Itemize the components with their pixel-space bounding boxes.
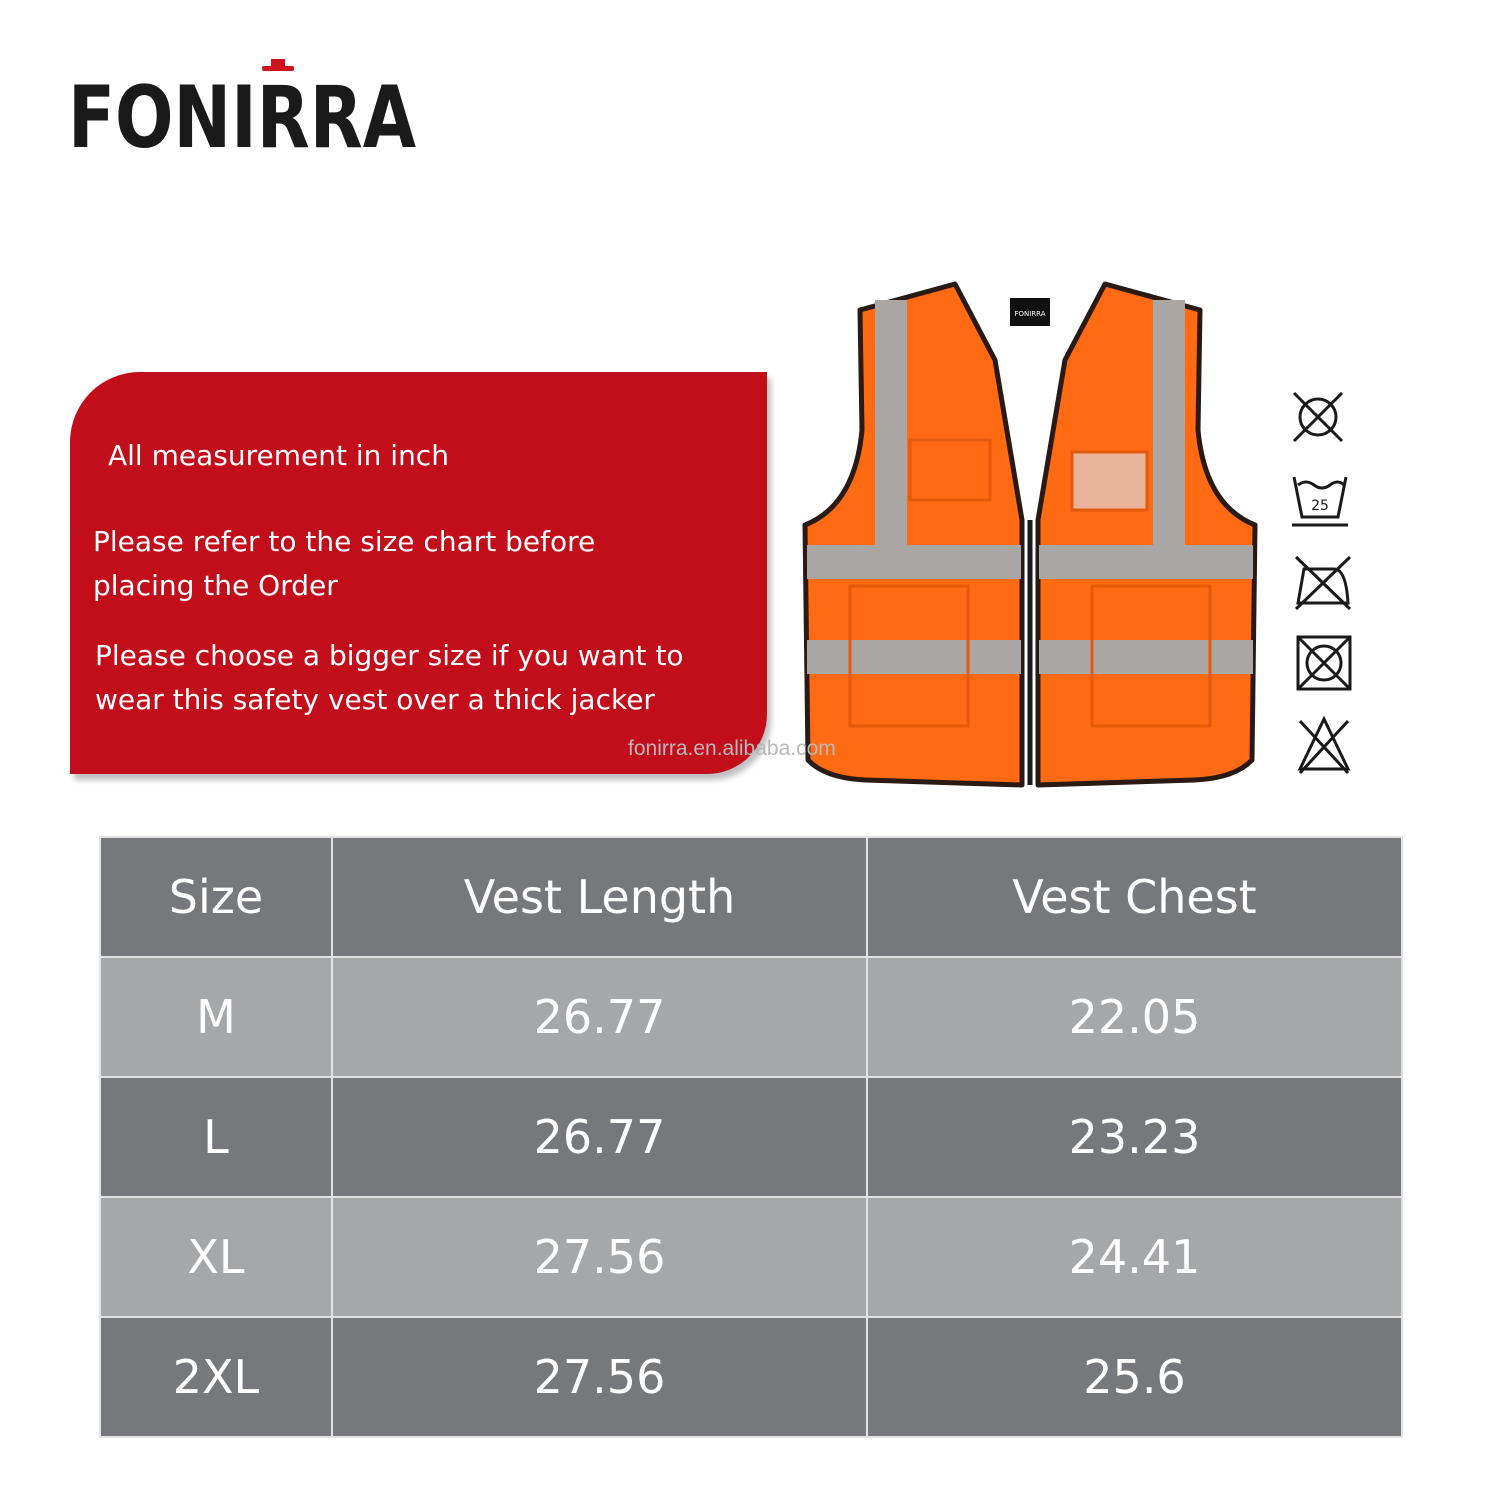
do-not-dry-clean-icon: [1294, 393, 1342, 441]
size-chart-note-line-2: placing the Order: [93, 569, 338, 602]
size-cell: M: [100, 957, 332, 1077]
wash-temperature: 25: [1311, 498, 1329, 514]
size-chart-note-line-1: Please refer to the size chart before: [93, 525, 596, 558]
bigger-size-note-line-1: Please choose a bigger size if you want to: [95, 639, 684, 672]
logo-text: FONIRRA: [68, 68, 417, 168]
care-symbols: [1286, 385, 1358, 785]
vest-length-cell: 27.56: [332, 1317, 867, 1437]
vest-length-cell: 26.77: [332, 1077, 867, 1197]
watermark: fonirra.en.alibaba.com: [628, 737, 836, 760]
size-cell: 2XL: [100, 1317, 332, 1437]
table-row: [100, 1077, 1402, 1197]
table-row: [100, 1317, 1402, 1437]
brand-logo: [68, 55, 418, 168]
wash-25-icon: [1292, 477, 1348, 525]
do-not-iron-icon: [1296, 557, 1350, 609]
vest-chest-cell: 23.23: [867, 1077, 1402, 1197]
bigger-size-note-line-2: wear this safety vest over a thick jacker: [95, 683, 655, 716]
size-chart-table: [99, 836, 1403, 1438]
info-panel: [70, 372, 767, 774]
vest-chest-cell: 24.41: [867, 1197, 1402, 1317]
table-row: [100, 1197, 1402, 1317]
safety-vest-image: [800, 280, 1260, 790]
size-cell: XL: [100, 1197, 332, 1317]
vest-length-cell: 27.56: [332, 1197, 867, 1317]
table-header-row: [100, 837, 1402, 957]
table-row: [100, 957, 1402, 1077]
measurement-note: All measurement in inch: [108, 439, 449, 472]
size-cell: L: [100, 1077, 332, 1197]
vest-length-cell: 26.77: [332, 957, 867, 1077]
header-size: Size: [100, 837, 332, 957]
vest-chest-cell: 22.05: [867, 957, 1402, 1077]
do-not-tumble-dry-icon: [1298, 637, 1350, 689]
header-vest-length: Vest Length: [332, 837, 867, 957]
header-vest-chest: Vest Chest: [867, 837, 1402, 957]
collar-label: FONIRRA: [1014, 310, 1046, 318]
do-not-bleach-icon: [1300, 719, 1348, 773]
vest-chest-cell: 25.6: [867, 1317, 1402, 1437]
